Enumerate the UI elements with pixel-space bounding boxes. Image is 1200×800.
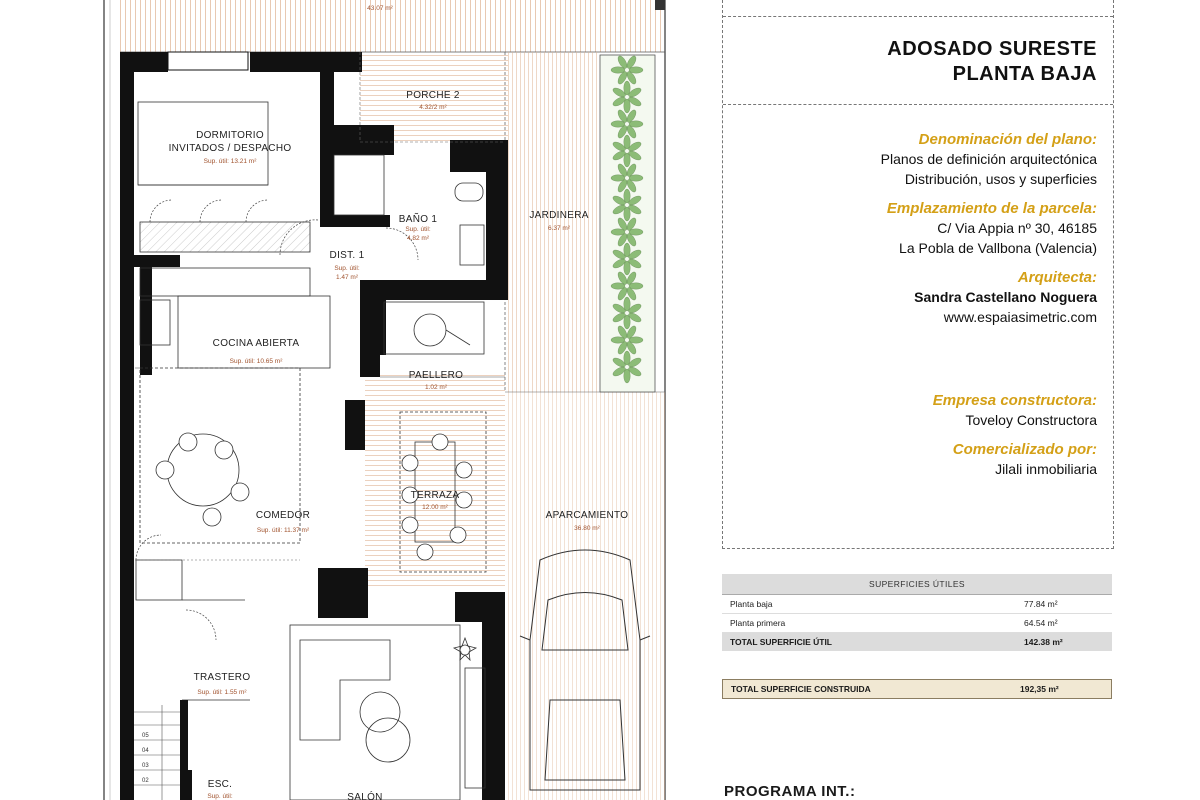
total-construida-value: 192,35 m² [1020, 684, 1059, 694]
info-value: Jilali inmobiliaria [995, 461, 1097, 477]
terraza-area: 12.00 m² [422, 504, 448, 511]
project-info [737, 130, 1097, 479]
bano-label: BAÑO 1 [398, 214, 438, 225]
title-block [722, 0, 1114, 549]
dist-area: Sup. útil: [334, 265, 360, 272]
stairs-top [136, 560, 182, 600]
superficie-row-value: 77.84 m² [1016, 595, 1112, 614]
step-number: 03 [142, 763, 149, 769]
dormitorio-label: DORMITORIO [196, 130, 264, 141]
kitchen-counter [140, 268, 310, 296]
paellero-counter [384, 302, 484, 354]
info-value: Planos de definición arquitectónica [880, 151, 1097, 167]
esc-area: Sup. útil: [207, 793, 233, 800]
salon-plant-icon [454, 638, 476, 660]
top-area-label: 43.07 m² [367, 5, 393, 12]
superficies-header: SUPERFICIES ÚTILES [722, 574, 1112, 595]
plan-title-line2: PLANTA BAJA [952, 63, 1097, 85]
porche-area: 4.32/2 m² [419, 104, 447, 111]
step-number: 05 [142, 733, 149, 739]
trastero-area: Sup. útil: 1.55 m² [197, 689, 247, 696]
salon-rug [290, 625, 460, 800]
total-construida [722, 679, 1112, 699]
paellero-label: PAELLERO [408, 370, 464, 381]
bano-area: Sup. útil: [405, 226, 431, 233]
architect-name: Sandra Castellano Noguera [914, 289, 1097, 305]
step-number: 02 [142, 778, 149, 784]
paellero-area: 1.02 m² [424, 384, 448, 391]
aparcamiento-label: APARCAMIENTO [545, 510, 629, 521]
info-value: C/ Via Appia nº 30, 46185 [937, 220, 1097, 236]
washbasin [460, 225, 484, 265]
dist-label: DIST. 1 [329, 250, 365, 261]
shower [334, 155, 384, 215]
plan-title-line1: ADOSADO SURESTE [887, 38, 1097, 60]
salon-label: SALÓN [347, 792, 383, 800]
info-label-comercializado: Comercializado por: [952, 441, 1097, 458]
sofa [300, 640, 390, 740]
info-value: Distribución, usos y superficies [904, 171, 1097, 187]
jardinera-deck [505, 52, 600, 392]
dist-area-2: 1.47 m² [335, 274, 359, 281]
toilet [455, 183, 483, 201]
bano-area-2: 4.82 m² [406, 235, 430, 242]
superficie-row-label: Planta primera [722, 614, 1016, 633]
superficie-row-label: Planta baja [722, 595, 1016, 614]
comedor-area: Sup. útil: 11.37 m² [256, 527, 310, 534]
cocina-area: Sup. útil: 10.65 m² [229, 358, 283, 365]
superficie-row-value: 64.54 m² [1016, 614, 1112, 633]
info-label-arquitecta: Arquitecta: [1017, 269, 1097, 286]
info-value: Toveloy Constructora [965, 412, 1097, 428]
paella-pan [414, 314, 446, 346]
aparcamiento-deck [505, 392, 665, 800]
porche-label: PORCHE 2 [406, 90, 460, 101]
info-value: La Pobla de Vallbona (Valencia) [899, 240, 1097, 256]
step-number: 04 [142, 748, 149, 754]
comedor-label: COMEDOR [255, 510, 311, 521]
architect-website[interactable]: www.espaiasimetric.com [943, 309, 1097, 325]
terraza-deck [365, 372, 505, 590]
total-util-label: TOTAL SUPERFICIE ÚTIL [722, 633, 1016, 652]
dormitorio-area: Sup. útil: 13.21 m² [203, 158, 257, 165]
info-label-denominacion: Denominación del plano: [918, 131, 1097, 148]
info-label-emplazamiento: Emplazamiento de la parcela: [886, 200, 1097, 217]
dormitorio-label-2: INVITADOS / DESPACHO [168, 143, 292, 154]
jardinera-label: JARDINERA [529, 210, 589, 221]
info-label-constructora: Empresa constructora: [932, 392, 1097, 409]
programa-heading: PROGRAMA INT.: [724, 783, 856, 800]
jardinera-area: 6.37 m² [547, 225, 571, 232]
total-construida-label: TOTAL SUPERFICIE CONSTRUIDA [731, 684, 871, 694]
superficies-table [722, 574, 1112, 651]
total-util-value: 142.38 m² [1016, 633, 1112, 652]
esc-label: ESC. [207, 779, 233, 790]
trastero-label: TRASTERO [193, 672, 251, 683]
cocina-label: COCINA ABIERTA [212, 338, 300, 349]
aparcamiento-area: 36.80 m² [574, 525, 600, 532]
terraza-label: TERRAZA [410, 490, 460, 501]
